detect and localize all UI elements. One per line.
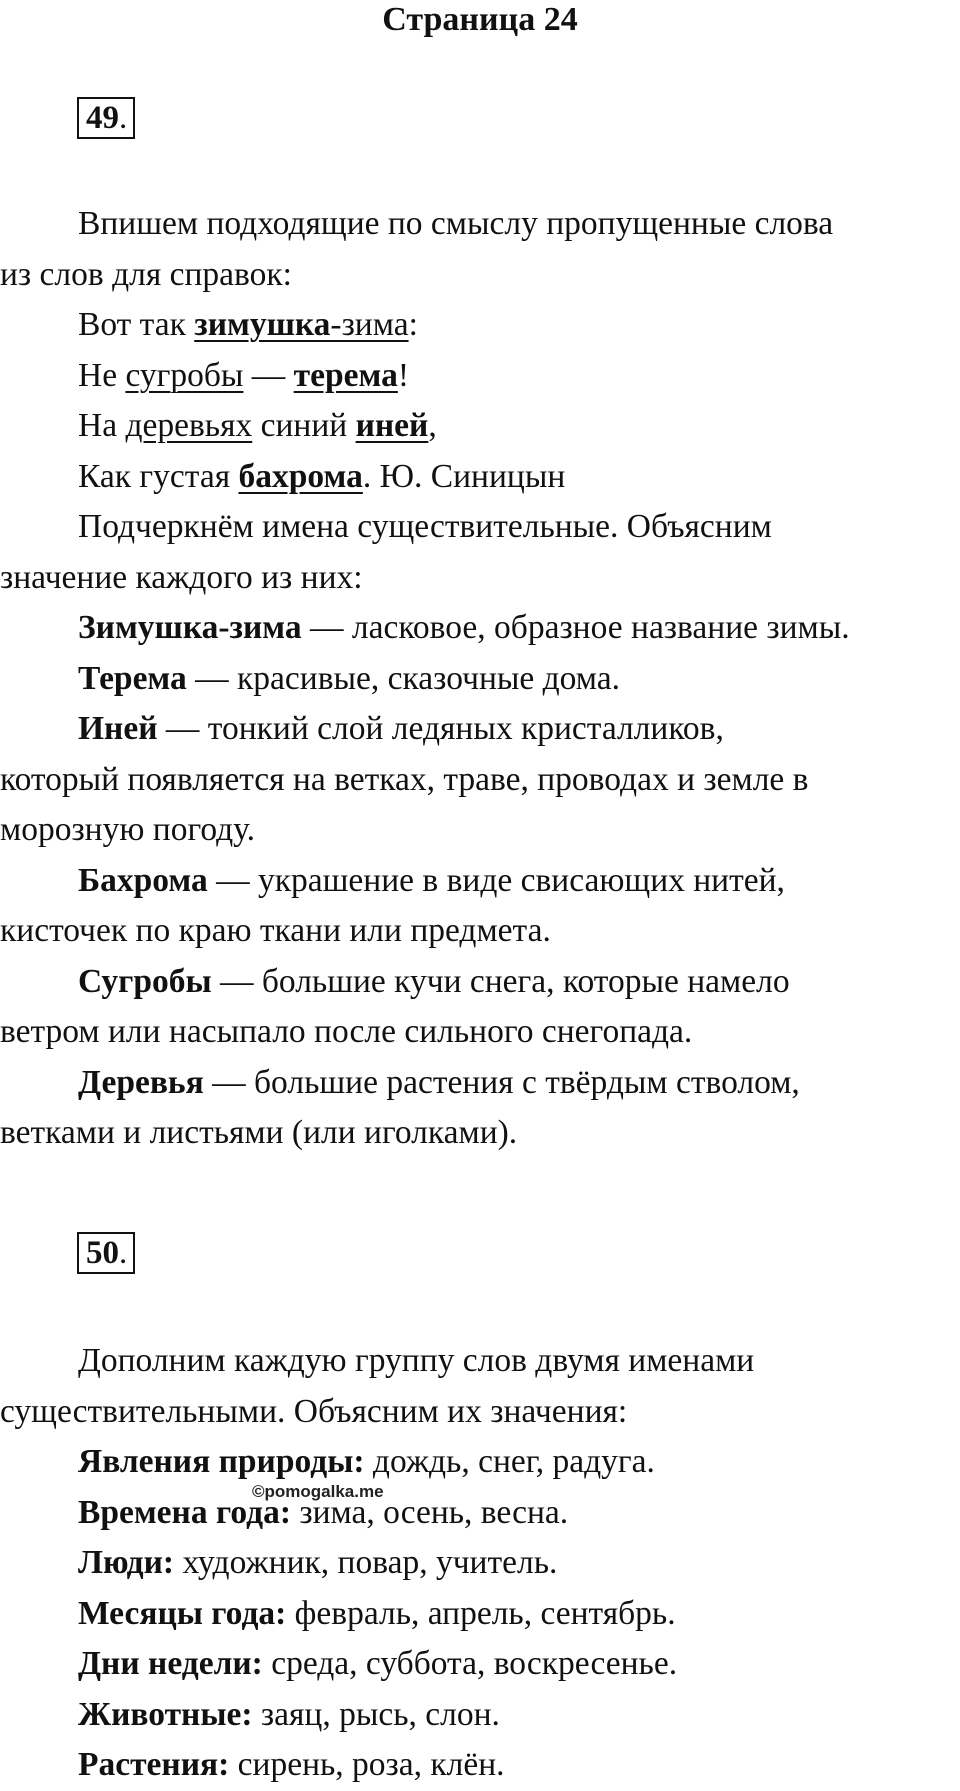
poem-author: . Ю. Синицын — [362, 457, 566, 495]
group-zhivotnye — [0, 1690, 960, 1741]
task-49-number: 49 — [86, 100, 119, 136]
group-rasteniya — [0, 1740, 960, 1791]
group-lyudi — [0, 1538, 960, 1589]
poem-word-sugroby: сугробы — [125, 356, 244, 394]
group-label: Животные: — [78, 1695, 253, 1733]
task-49-dot: . — [119, 100, 128, 136]
group-words: февраль, апрель, сентябрь. — [286, 1594, 676, 1632]
watermark: ©pomogalka.me — [252, 1482, 384, 1501]
definition-text: — большие кучи снега, которые намело — [211, 962, 790, 1000]
definition-text: — ласковое, образное название зимы. — [301, 609, 850, 646]
definition-text: — большие растения с твёрдым стволом, — [203, 1063, 800, 1101]
group-words: заяц, рысь, слон. — [252, 1695, 500, 1733]
task-49-intro-line-2: из слов для справок: — [0, 255, 292, 293]
group-dni-nedeli — [0, 1639, 960, 1690]
definition-term: Бахрома — [78, 861, 208, 899]
task-49-intro-line-1: Впишем подходящие по смыслу пропущенные слова — [78, 205, 834, 242]
poem-punct: : — [408, 306, 418, 343]
task-50-dot: . — [119, 1235, 128, 1271]
definition-term: Терема — [78, 659, 187, 697]
definition-iney-cont-1: который появляется на ветках, траве, проводах и земле в — [0, 760, 809, 798]
group-words: сирень, роза, клён. — [229, 1746, 505, 1783]
definition-text: — украшение в виде свисающих нитей, — [207, 861, 785, 899]
definition-sugroby-cont: ветром или насыпало после сильного снегопада. — [0, 1013, 693, 1050]
task-50-number: 50 — [86, 1235, 119, 1271]
poem-text: Не — [78, 356, 126, 394]
definition-terema — [0, 654, 960, 705]
task-49-number-box — [77, 97, 135, 139]
task-50-intro-line-2: существительными. Объясним их значения: — [0, 1392, 628, 1430]
poem-punct: ! — [397, 356, 409, 394]
definition-text: — тонкий слой ледяных кристалликов, — [157, 710, 724, 747]
group-label: Люди: — [78, 1544, 175, 1581]
definition-text: — красивые, сказочные дома. — [186, 659, 620, 697]
definition-zimushka-zima — [0, 603, 960, 654]
definition-iney — [0, 704, 960, 755]
definition-bahroma — [0, 856, 960, 907]
task-49-expl-intro-line-1: Подчеркнём имена существительные. Объясним — [78, 508, 772, 545]
poem-line-4 — [0, 452, 960, 503]
poem-punct: , — [428, 407, 437, 444]
group-label: Времена года: — [78, 1493, 291, 1531]
poem-word-derevyah: деревьях — [125, 407, 253, 444]
group-words: среда, суббота, воскресенье. — [262, 1645, 678, 1682]
poem-word-zimushka: зимушка — [194, 306, 331, 343]
group-vremena-goda — [0, 1488, 960, 1539]
poem-word-zima: -зима — [330, 306, 409, 343]
group-yavleniya-prirody — [0, 1437, 960, 1488]
task-49-body — [0, 199, 960, 1159]
definition-term: Деревья — [78, 1063, 204, 1101]
definition-bahroma-cont: кисточек по краю ткани или предмета. — [0, 912, 551, 949]
definition-iney-cont-2: морозную погоду. — [0, 811, 255, 848]
poem-word-iney: иней — [355, 407, 429, 444]
group-label: Растения: — [78, 1746, 230, 1783]
poem-text: Как густая — [78, 457, 239, 495]
poem-text: Вот так — [78, 306, 195, 343]
poem-word-bahroma: бахрома — [238, 457, 363, 495]
poem-text: — — [243, 356, 294, 394]
group-words: дождь, снег, радуга. — [364, 1443, 655, 1480]
definition-derevya-cont: ветками и листьями (или иголками). — [0, 1114, 518, 1151]
poem-word-terema: терема — [293, 356, 398, 394]
poem-text: синий — [252, 407, 356, 444]
group-label: Месяцы года: — [78, 1594, 287, 1632]
task-49-expl-intro-line-2: значение каждого из них: — [0, 558, 363, 596]
page-title: Страница 24 — [382, 1, 578, 38]
poem-line-2 — [0, 351, 960, 402]
group-words: зима, осень, весна. — [290, 1493, 569, 1531]
poem-line-3 — [0, 401, 960, 452]
group-label: Дни недели: — [78, 1645, 263, 1682]
poem-text: На — [78, 407, 126, 444]
group-words: художник, повар, учитель. — [174, 1544, 558, 1581]
task-50-number-box — [77, 1232, 135, 1274]
definition-term: Зимушка-зима — [78, 609, 302, 646]
definition-term: Иней — [78, 710, 158, 747]
task-50-body — [0, 1336, 960, 1791]
task-50-intro-line-1: Дополним каждую группу слов двумя именами — [78, 1342, 755, 1379]
definition-derevya — [0, 1058, 960, 1109]
definition-term: Сугробы — [78, 962, 212, 1000]
group-label: Явления природы: — [78, 1443, 365, 1480]
group-mesyacy-goda — [0, 1589, 960, 1640]
definition-sugroby — [0, 957, 960, 1008]
poem-line-1 — [0, 300, 960, 351]
